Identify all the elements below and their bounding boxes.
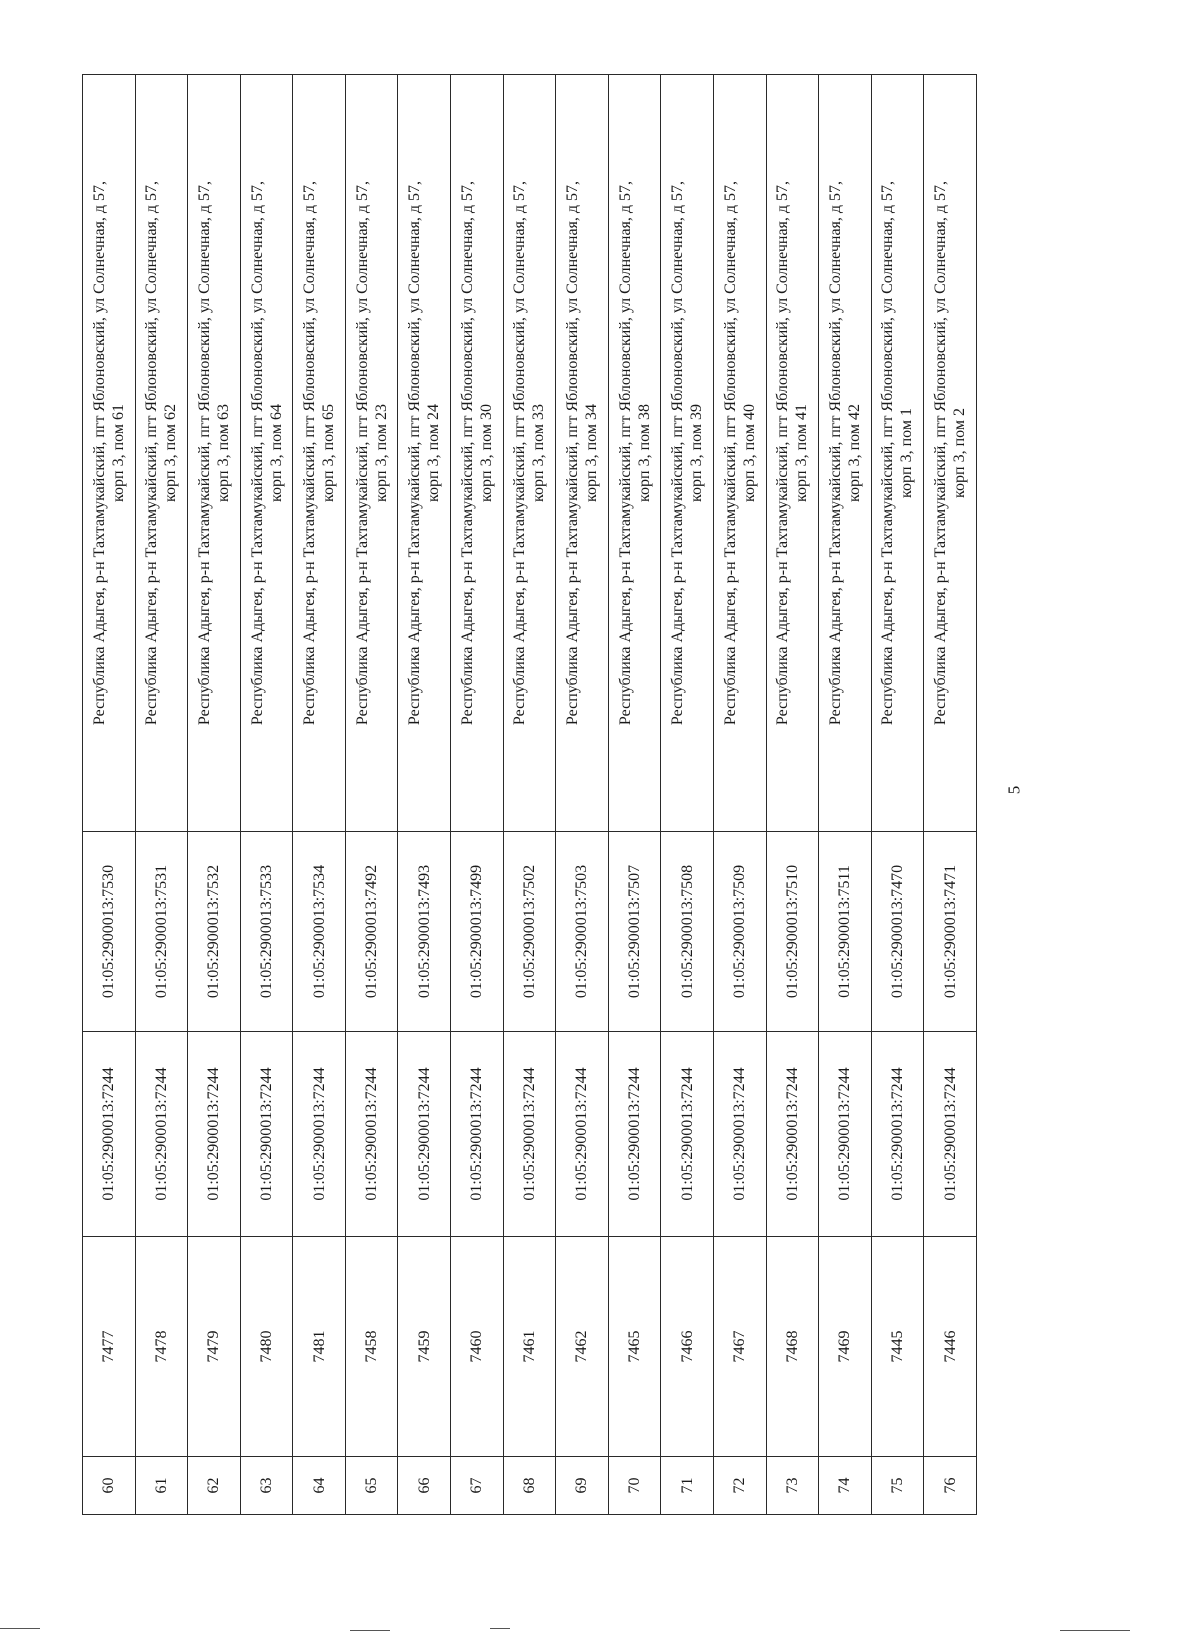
table-row: [713, 75, 766, 1515]
scan-mark: [350, 1630, 390, 1631]
address-cell: [398, 75, 451, 832]
address-line-1: Республика Адыгея, р-н Тахтамукайский, пгт Яблоновский, ул Солнечная, д 57,: [879, 180, 897, 726]
address-line-2: корп 3, пом 1: [898, 408, 916, 498]
object-id: 7466: [661, 1237, 714, 1457]
object-id: 7469: [819, 1237, 872, 1457]
parent-cadastral-number: 01:05:2900013:7244: [819, 1032, 872, 1237]
object-id: 7478: [135, 1237, 188, 1457]
cadastral-number: 01:05:2900013:7503: [556, 832, 609, 1032]
address-line-2: корп 3, пом 33: [530, 404, 548, 502]
parent-cadastral-number: 01:05:2900013:7244: [713, 1032, 766, 1237]
address-line-1: Республика Адыгея, р-н Тахтамукайский, пгт Яблоновский, ул Солнечная, д 57,: [721, 180, 739, 726]
address-line-1: Республика Адыгея, р-н Тахтамукайский, пгт Яблоновский, ул Солнечная, д 57,: [563, 180, 581, 726]
table-row: [871, 75, 924, 1515]
address-line-1: Республика Адыгея, р-н Тахтамукайский, пгт Яблоновский, ул Солнечная, д 57,: [932, 180, 950, 726]
object-id: 7462: [556, 1237, 609, 1457]
scan-mark: [0, 1628, 40, 1629]
address-line-2: корп 3, пом 61: [109, 404, 127, 502]
cadastral-number: 01:05:2900013:7493: [398, 832, 451, 1032]
row-number: 71: [661, 1457, 714, 1515]
object-id: 7461: [503, 1237, 556, 1457]
address-cell: [661, 75, 714, 832]
parent-cadastral-number: 01:05:2900013:7244: [503, 1032, 556, 1237]
address-line-2: корп 3, пом 41: [793, 404, 811, 502]
address-cell: [766, 75, 819, 832]
address-line-2: корп 3, пом 40: [740, 404, 758, 502]
property-table: [82, 74, 977, 1515]
object-id: 7446: [924, 1237, 977, 1457]
parent-cadastral-number: 01:05:2900013:7244: [924, 1032, 977, 1237]
address-cell: [135, 75, 188, 832]
cadastral-number: 01:05:2900013:7530: [83, 832, 136, 1032]
cadastral-number: 01:05:2900013:7492: [345, 832, 398, 1032]
address-cell: [345, 75, 398, 832]
scan-mark: [490, 1628, 510, 1629]
address-line-1: Республика Адыгея, р-н Тахтамукайский, пгт Яблоновский, ул Солнечная, д 57,: [774, 180, 792, 726]
table-row: [819, 75, 872, 1515]
row-number: 65: [345, 1457, 398, 1515]
cadastral-number: 01:05:2900013:7508: [661, 832, 714, 1032]
address-cell: [713, 75, 766, 832]
address-line-1: Республика Адыгея, р-н Тахтамукайский, пгт Яблоновский, ул Солнечная, д 57,: [195, 180, 213, 726]
cadastral-number: 01:05:2900013:7531: [135, 832, 188, 1032]
row-number: 64: [293, 1457, 346, 1515]
address-line-1: Республика Адыгея, р-н Тахтамукайский, пгт Яблоновский, ул Солнечная, д 57,: [826, 180, 844, 726]
table-row: [451, 75, 504, 1515]
object-id: 7445: [871, 1237, 924, 1457]
parent-cadastral-number: 01:05:2900013:7244: [556, 1032, 609, 1237]
cadastral-number: 01:05:2900013:7509: [713, 832, 766, 1032]
parent-cadastral-number: 01:05:2900013:7244: [608, 1032, 661, 1237]
address-line-2: корп 3, пом 42: [845, 404, 863, 502]
address-cell: [871, 75, 924, 832]
address-line-1: Республика Адыгея, р-н Тахтамукайский, пгт Яблоновский, ул Солнечная, д 57,: [511, 180, 529, 726]
table-row: [345, 75, 398, 1515]
row-number: 62: [188, 1457, 241, 1515]
parent-cadastral-number: 01:05:2900013:7244: [345, 1032, 398, 1237]
row-number: 75: [871, 1457, 924, 1515]
row-number: 73: [766, 1457, 819, 1515]
parent-cadastral-number: 01:05:2900013:7244: [293, 1032, 346, 1237]
address-line-1: Республика Адыгея, р-н Тахтамукайский, пгт Яблоновский, ул Солнечная, д 57,: [458, 180, 476, 726]
address-cell: [83, 75, 136, 832]
row-number: 66: [398, 1457, 451, 1515]
address-line-1: Республика Адыгея, р-н Тахтамукайский, пгт Яблоновский, ул Солнечная, д 57,: [143, 180, 161, 726]
parent-cadastral-number: 01:05:2900013:7244: [398, 1032, 451, 1237]
parent-cadastral-number: 01:05:2900013:7244: [188, 1032, 241, 1237]
row-number: 68: [503, 1457, 556, 1515]
address-cell: [556, 75, 609, 832]
row-number: 67: [451, 1457, 504, 1515]
rotated-table-block: [82, 75, 977, 1515]
address-line-2: корп 3, пом 64: [267, 404, 285, 502]
table-row: [661, 75, 714, 1515]
table-row: [608, 75, 661, 1515]
object-id: 7468: [766, 1237, 819, 1457]
parent-cadastral-number: 01:05:2900013:7244: [871, 1032, 924, 1237]
cadastral-number: 01:05:2900013:7534: [293, 832, 346, 1032]
parent-cadastral-number: 01:05:2900013:7244: [661, 1032, 714, 1237]
address-line-2: корп 3, пом 34: [582, 404, 600, 502]
table-row: [924, 75, 977, 1515]
cadastral-number: 01:05:2900013:7510: [766, 832, 819, 1032]
table-row: [398, 75, 451, 1515]
address-line-2: корп 3, пом 30: [477, 404, 495, 502]
object-id: 7481: [293, 1237, 346, 1457]
cadastral-number: 01:05:2900013:7499: [451, 832, 504, 1032]
address-line-1: Республика Адыгея, р-н Тахтамукайский, пгт Яблоновский, ул Солнечная, д 57,: [669, 180, 687, 726]
row-number: 69: [556, 1457, 609, 1515]
parent-cadastral-number: 01:05:2900013:7244: [135, 1032, 188, 1237]
page-number: 5: [1004, 785, 1024, 795]
address-cell: [240, 75, 293, 832]
row-number: 63: [240, 1457, 293, 1515]
row-number: 60: [83, 1457, 136, 1515]
address-line-1: Республика Адыгея, р-н Тахтамукайский, пгт Яблоновский, ул Солнечная, д 57,: [616, 180, 634, 726]
address-cell: [503, 75, 556, 832]
address-line-2: корп 3, пом 39: [688, 404, 706, 502]
table-body: [83, 75, 977, 1515]
object-id: 7460: [451, 1237, 504, 1457]
parent-cadastral-number: 01:05:2900013:7244: [240, 1032, 293, 1237]
parent-cadastral-number: 01:05:2900013:7244: [766, 1032, 819, 1237]
address-cell: [451, 75, 504, 832]
row-number: 74: [819, 1457, 872, 1515]
cadastral-number: 01:05:2900013:7532: [188, 832, 241, 1032]
cadastral-number: 01:05:2900013:7502: [503, 832, 556, 1032]
object-id: 7479: [188, 1237, 241, 1457]
cadastral-number: 01:05:2900013:7470: [871, 832, 924, 1032]
address-cell: [819, 75, 872, 832]
address-line-2: корп 3, пом 38: [635, 404, 653, 502]
address-line-2: корп 3, пом 63: [214, 404, 232, 502]
address-line-1: Республика Адыгея, р-н Тахтамукайский, пгт Яблоновский, ул Солнечная, д 57,: [353, 180, 371, 726]
table-row: [240, 75, 293, 1515]
address-line-2: корп 3, пом 2: [951, 408, 969, 498]
cadastral-number: 01:05:2900013:7471: [924, 832, 977, 1032]
scan-mark: [1060, 1630, 1130, 1631]
table-row: [766, 75, 819, 1515]
address-line-2: корп 3, пом 65: [320, 404, 338, 502]
address-line-1: Республика Адыгея, р-н Тахтамукайский, пгт Яблоновский, ул Солнечная, д 57,: [248, 180, 266, 726]
address-line-2: корп 3, пом 62: [162, 404, 180, 502]
table-row: [556, 75, 609, 1515]
object-id: 7467: [713, 1237, 766, 1457]
cadastral-number: 01:05:2900013:7533: [240, 832, 293, 1032]
address-line-1: Республика Адыгея, р-н Тахтамукайский, пгт Яблоновский, ул Солнечная, д 57,: [90, 180, 108, 726]
table-row: [293, 75, 346, 1515]
cadastral-number: 01:05:2900013:7507: [608, 832, 661, 1032]
address-line-2: корп 3, пом 24: [425, 404, 443, 502]
table-row: [503, 75, 556, 1515]
address-cell: [293, 75, 346, 832]
address-line-1: Республика Адыгея, р-н Тахтамукайский, пгт Яблоновский, ул Солнечная, д 57,: [301, 180, 319, 726]
row-number: 72: [713, 1457, 766, 1515]
table-row: [83, 75, 136, 1515]
object-id: 7459: [398, 1237, 451, 1457]
object-id: 7477: [83, 1237, 136, 1457]
address-line-2: корп 3, пом 23: [372, 404, 390, 502]
address-cell: [924, 75, 977, 832]
object-id: 7458: [345, 1237, 398, 1457]
parent-cadastral-number: 01:05:2900013:7244: [451, 1032, 504, 1237]
row-number: 76: [924, 1457, 977, 1515]
address-cell: [608, 75, 661, 832]
object-id: 7480: [240, 1237, 293, 1457]
table-row: [188, 75, 241, 1515]
table-row: [135, 75, 188, 1515]
address-cell: [188, 75, 241, 832]
row-number: 61: [135, 1457, 188, 1515]
row-number: 70: [608, 1457, 661, 1515]
address-line-1: Республика Адыгея, р-н Тахтамукайский, пгт Яблоновский, ул Солнечная, д 57,: [406, 180, 424, 726]
object-id: 7465: [608, 1237, 661, 1457]
cadastral-number: 01:05:2900013:7511: [819, 832, 872, 1032]
parent-cadastral-number: 01:05:2900013:7244: [83, 1032, 136, 1237]
